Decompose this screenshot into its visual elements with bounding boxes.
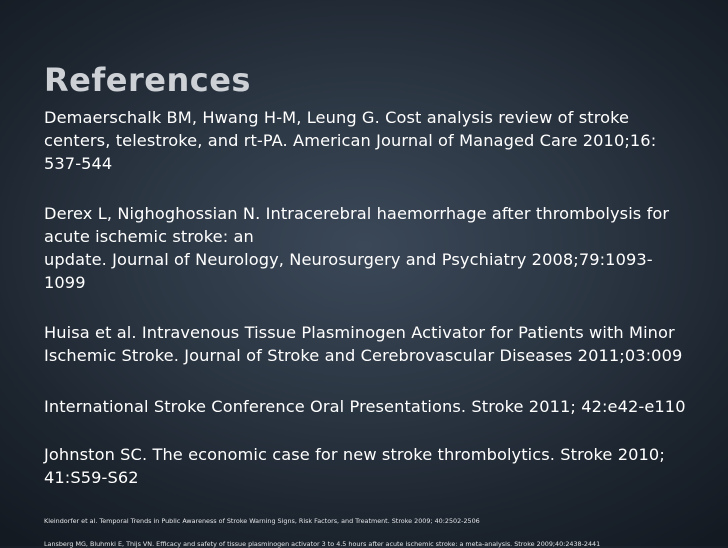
slide-title: References: [44, 61, 251, 99]
reference-line: centers, telestroke, and rt-PA. American Journal of Managed Care 2010;16:: [44, 131, 657, 150]
reference-line: 1099: [44, 273, 86, 292]
reference-line: Johnston SC. The economic case for new stroke thrombolytics. Stroke 2010;: [44, 445, 665, 464]
reference-line: 41:S59-S62: [44, 468, 139, 487]
reference-line: International Stroke Conference Oral Presentations. Stroke 2011; 42:e42-e110: [44, 397, 686, 416]
small-reference-item: Lansberg MG, Bluhmki E, Thijs VN. Efficacy and safety of tissue plasminogen activator 3 to 4.5 hours after acute ischemic stroke: a meta-analysis. Stroke 2009;40:2438-2441: [44, 540, 601, 548]
reference-item: [44, 106, 704, 175]
reference-line: 537-544: [44, 154, 113, 173]
reference-line: Demaerschalk BM, Hwang H-M, Leung G. Cost analysis review of stroke: [44, 108, 630, 127]
small-reference-item: Kleindorfer et al. Temporal Trends in Public Awareness of Stroke Warning Signs, Risk Factors, and Treatment. Stroke 2009; 40:2502-2506: [44, 517, 480, 525]
reference-line: acute ischemic stroke: an: [44, 227, 254, 246]
reference-line: update. Journal of Neurology, Neurosurgery and Psychiatry 2008;79:1093-: [44, 250, 653, 269]
reference-item: [44, 395, 704, 418]
reference-item: [44, 321, 704, 367]
reference-item: [44, 443, 704, 489]
reference-line: Huisa et al. Intravenous Tissue Plasminogen Activator for Patients with Minor: [44, 323, 675, 342]
reference-line: Ischemic Stroke. Journal of Stroke and Cerebrovascular Diseases 2011;03:009: [44, 346, 683, 365]
reference-line: Derex L, Nighoghossian N. Intracerebral haemorrhage after thrombolysis for: [44, 204, 670, 223]
reference-item: [44, 202, 704, 294]
